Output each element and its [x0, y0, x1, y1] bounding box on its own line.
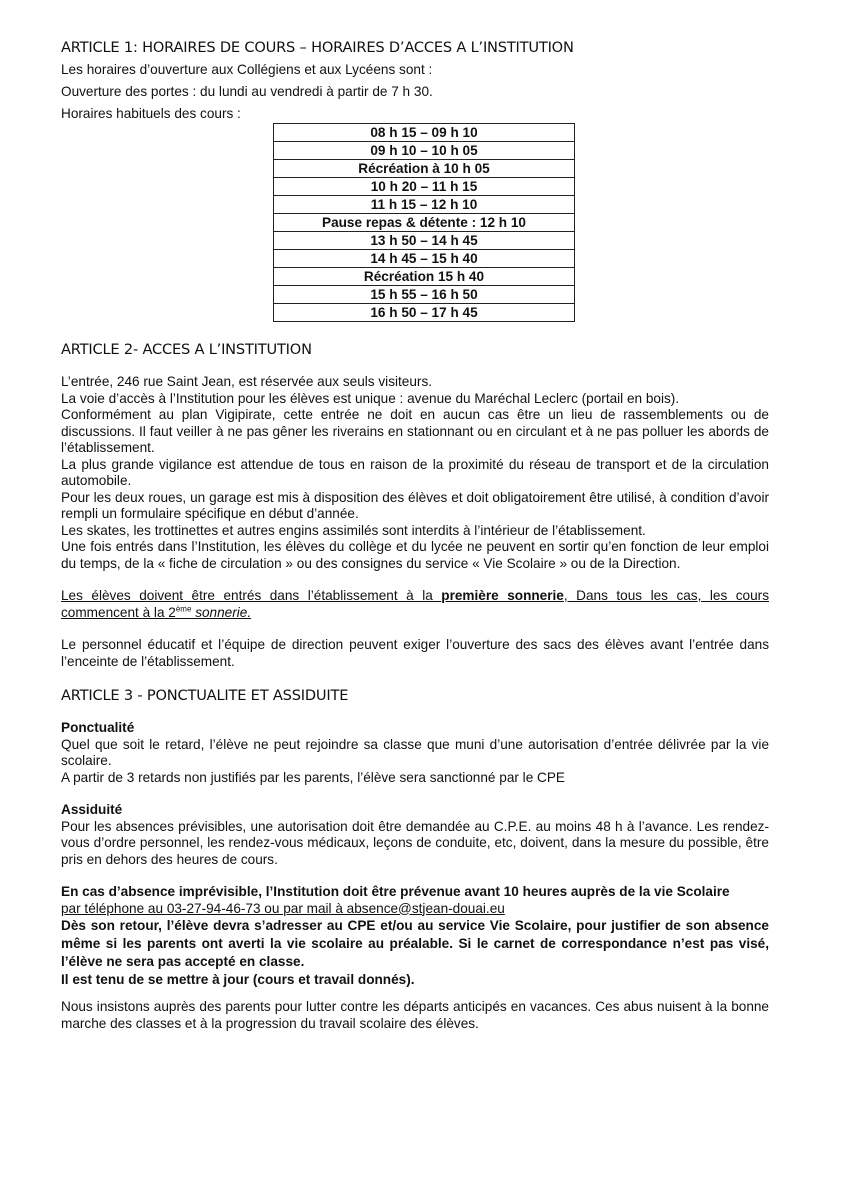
article2-paragraph: Conformément au plan Vigipirate, cette entrée ne doit en aucun cas être un lieu de rassemblements ou de discussions. Il faut veiller à ne pas gêner les riverains en stationnant ou en circulant et à ne pas polluer les abords de l’établissement. — [61, 407, 769, 455]
schedule-cell: 08 h 15 – 09 h 10 — [274, 124, 575, 142]
article1-intro — [61, 62, 769, 122]
bell-rule-middle: , Dans tous les cas, les cours commencent à la 2 — [61, 588, 769, 620]
schedule-table — [273, 123, 575, 322]
bell-rule-end: sonnerie. — [191, 604, 252, 620]
schedule-cell: 09 h 10 – 10 h 05 — [274, 142, 575, 160]
punctuality-heading: Ponctualité — [61, 720, 135, 735]
punctuality-paragraph: Quel que soit le retard, l’élève ne peut rejoindre sa classe que muni d’une autorisation d’entrée délivrée par la vie scolaire. — [61, 736, 769, 768]
first-bell: première sonnerie — [441, 588, 564, 603]
catch-up-rule: Il est tenu de se mettre à jour (cours et travail donnés). — [61, 972, 415, 987]
attendance-paragraph: Pour les absences prévisibles, une autorisation doit être demandée au C.P.E. au moins 48 h à l’avance. Les rendez-vous d’ordre personnel, les rendez-vous médicaux, leçons de conduite, etc, doivent, dans la mesure du possible, être pris en dehors des heures de cours. — [61, 818, 769, 867]
schedule-row — [274, 232, 575, 250]
article2-title: ARTICLE 2- ACCES A L’INSTITUTION — [61, 341, 312, 358]
bell-rule-superscript: ème — [175, 603, 192, 613]
article2-paragraph: Les skates, les trottinettes et autres engins assimilés sont interdits à l’intérieur de l’établissement. — [61, 522, 646, 538]
schedule-cell: Récréation à 10 h 05 — [274, 160, 575, 178]
schedule-cell: 13 h 50 – 14 h 45 — [274, 232, 575, 250]
article2-paragraph: La plus grande vigilance est attendue de tous en raison de la proximité du réseau de transport et de la circulation automobile. — [61, 456, 769, 488]
article1-title: ARTICLE 1: HORAIRES DE COURS – HORAIRES D’ACCES A L’INSTITUTION — [61, 39, 574, 56]
schedule-cell: 16 h 50 – 17 h 45 — [274, 304, 575, 322]
opening-hours-intro: Les horaires d’ouverture aux Collégiens et aux Lycéens sont : — [61, 62, 433, 77]
article3-body — [61, 720, 769, 1032]
schedule-row — [274, 196, 575, 214]
bell-rule-start: Les élèves doivent être entrés dans l’établissement à la — [61, 588, 442, 603]
schedule-row — [274, 160, 575, 178]
attendance-heading: Assiduité — [61, 802, 123, 817]
schedule-cell: 11 h 15 – 12 h 10 — [274, 196, 575, 214]
schedule-row — [274, 142, 575, 160]
bag-check-rule: Le personnel éducatif et l’équipe de direction peuvent exiger l’ouverture des sacs des élèves avant l’entrée dans l’enceinte de l’établissement. — [61, 637, 769, 669]
schedule-row — [274, 124, 575, 142]
schedule-cell: Pause repas & détente : 12 h 10 — [274, 214, 575, 232]
schedule-row — [274, 250, 575, 268]
schedule-cell: 14 h 45 – 15 h 40 — [274, 250, 575, 268]
schedule-row — [274, 268, 575, 286]
schedule-row — [274, 304, 575, 322]
doors-opening: Ouverture des portes : du lundi au vendredi à partir de 7 h 30. — [61, 84, 433, 99]
return-rule: Dès son retour, l’élève devra s’adresser au CPE et/ou au service Vie Scolaire, pour justifier de son absence même si les parents ont averti la vie scolaire au préalable. Si le carnet de correspondance n’est pas visé, l’élève ne sera pas accepté en classe. — [61, 918, 769, 969]
unexpected-absence-rule: En cas d’absence imprévisible, l’Institution doit être prévenue avant 10 heures auprès de la vie Scolaire — [61, 884, 730, 899]
article2-paragraph: Pour les deux roues, un garage est mis à disposition des élèves et doit obligatoirement être utilisé, à condition d’avoir rempli un formulaire spécifique en début d’année. — [61, 489, 769, 521]
article2-paragraph: L’entrée, 246 rue Saint Jean, est réservée aux seuls visiteurs. — [61, 374, 433, 389]
document-page — [61, 38, 769, 1032]
schedule-cell: 15 h 55 – 16 h 50 — [274, 286, 575, 304]
absence-contact: par téléphone au 03-27-94-46-73 ou par mail à absence@stjean-douai.eu — [61, 900, 505, 916]
schedule-cell: Récréation 15 h 40 — [274, 268, 575, 286]
article2-paragraph: La voie d’accès à l’Institution pour les élèves est unique : avenue du Maréchal Leclerc (portail en bois). — [61, 390, 680, 406]
bell-rule — [61, 588, 769, 621]
article2-paragraph: Une fois entrés dans l’Institution, les élèves du collège et du lycée ne peuvent en sortir qu’en fonction de leur emploi du temps, de la « fiche de circulation » ou des consignes du service « Vie Scolaire » ou de la Direction. — [61, 539, 769, 571]
schedule-row — [274, 178, 575, 196]
schedule-row — [274, 214, 575, 232]
schedule-cell: 10 h 20 – 11 h 15 — [274, 178, 575, 196]
early-holidays-rule: Nous insistons auprès des parents pour lutter contre les départs anticipés en vacances. Ces abus nuisent à la bonne marche des classes et à la progression du travail scolaire des élèves. — [61, 999, 769, 1031]
punctuality-paragraph: A partir de 3 retards non justifiés par les parents, l’élève sera sanctionné par le CPE — [61, 769, 565, 785]
schedule-intro: Horaires habituels des cours : — [61, 106, 241, 121]
article3-title: ARTICLE 3 - PONCTUALITE ET ASSIDUITE — [61, 687, 349, 704]
schedule-row — [274, 286, 575, 304]
article2-body — [61, 374, 769, 670]
